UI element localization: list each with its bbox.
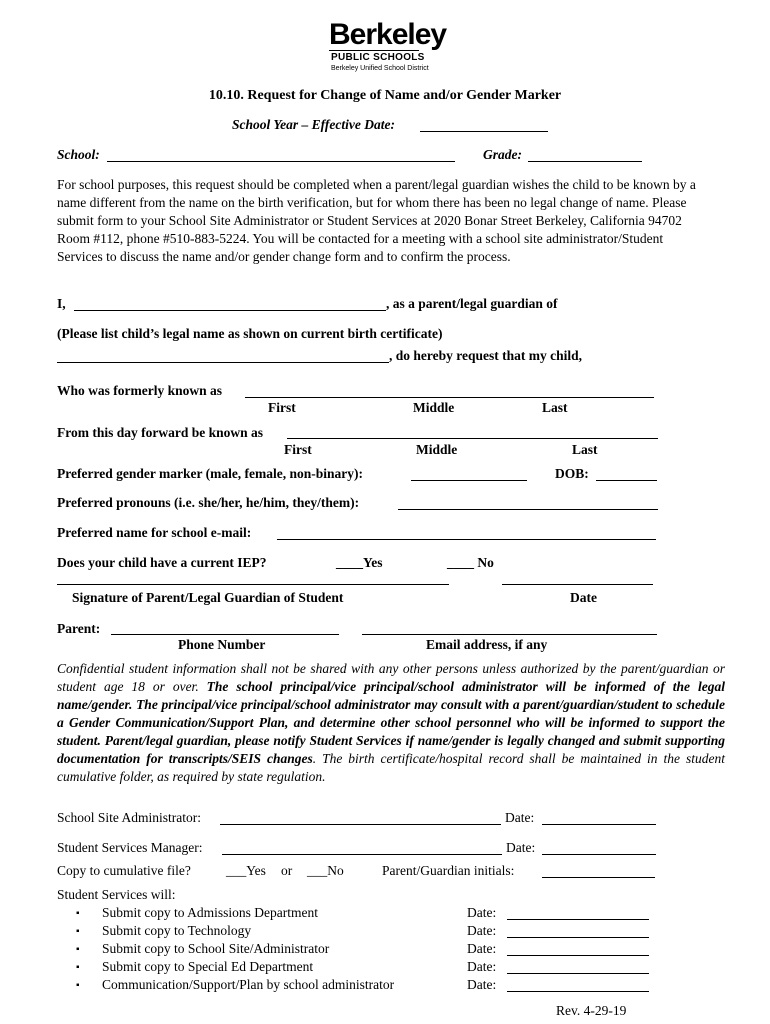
forward-known-field[interactable]: [287, 438, 658, 439]
bullet-icon: ▪: [76, 962, 80, 973]
logo-district: Berkeley Unified School District: [331, 65, 429, 72]
copy-yes-option[interactable]: ___Yes: [226, 863, 266, 878]
logo-rule: [329, 50, 419, 51]
parent-label: Parent:: [57, 621, 101, 636]
services-item-date-field[interactable]: [507, 991, 649, 992]
guardian-name-field[interactable]: [74, 310, 386, 311]
email-name-label: Preferred name for school e-mail:: [57, 525, 252, 540]
parent-initials-label: Parent/Guardian initials:: [382, 863, 515, 878]
phone-number-label: Phone Number: [178, 637, 266, 652]
school-field[interactable]: [107, 161, 455, 162]
school-year-field[interactable]: [420, 131, 548, 132]
confidential-bold: The school principal/vice principal/school administrator will be informed of the legal name/gender. The principal/vice principal/school administrator may consult with a parent/guardian/student to schedule a Gender Communication/Support Plan, and determine other school personnel who will be informed to support the student. Parent/legal guardian, please notify Student Services if name/gender is legally changed and submit supporting documentation for transcripts/SEIS changes: [57, 679, 725, 766]
formerly-known-label: Who was formerly known as: [57, 383, 223, 398]
bullet-icon: ▪: [76, 926, 80, 937]
intro-paragraph: For school purposes, this request should be completed when a parent/legal guardian wishes the child to be known by a name different from the name on the birth verification, but for whom there has been no legal change of name. Please submit form to your School Site Administrator or Student Services at 2020 Bonar Street Berkeley, California 94702 Room #112, phone #510-883-5224. You will be contacted for a meeting with a school site administrator/Student Services to discuss the name and/or gender change form and to confirm the process.: [57, 177, 696, 264]
student-services-heading: Student Services will:: [57, 887, 176, 902]
logo-title: Berkeley: [329, 18, 447, 51]
signature-field[interactable]: [57, 584, 449, 585]
formerly-last-label: Last: [542, 400, 568, 415]
iep-question: Does your child have a current IEP?: [57, 555, 267, 570]
services-manager-label: Student Services Manager:: [57, 840, 203, 855]
revision-date: Rev. 4-29-19: [556, 1003, 627, 1018]
iep-yes-option[interactable]: ____Yes: [336, 555, 383, 570]
gender-marker-field[interactable]: [411, 480, 527, 481]
forward-first-label: First: [284, 442, 312, 457]
copy-cumulative-label: Copy to cumulative file?: [57, 863, 191, 878]
bullet-icon: ▪: [76, 908, 80, 919]
services-item-date-field[interactable]: [507, 955, 649, 956]
pronouns-field[interactable]: [398, 509, 658, 510]
bullet-icon: ▪: [76, 980, 80, 991]
services-item-date-field[interactable]: [507, 973, 649, 974]
district-logo: [329, 20, 459, 75]
page-title: 10.10. Request for Change of Name and/or Gender Marker: [208, 88, 562, 103]
copy-no-option[interactable]: ___No: [307, 863, 344, 878]
bullet-icon: ▪: [76, 944, 80, 955]
parent-phone-field[interactable]: [111, 634, 339, 635]
signature-date-field[interactable]: [502, 584, 653, 585]
formerly-middle-label: Middle: [413, 400, 455, 415]
grade-field[interactable]: [528, 161, 642, 162]
services-item-date-field[interactable]: [507, 919, 649, 920]
grade-label: Grade:: [483, 147, 522, 162]
services-manager-date-field[interactable]: [542, 854, 656, 855]
iep-no-option[interactable]: ____ No: [447, 555, 494, 570]
services-item-label: Submit copy to Special Ed Department: [102, 959, 314, 974]
site-admin-date-field[interactable]: [542, 824, 656, 825]
services-item-date-label: Date:: [467, 923, 497, 938]
formerly-known-field[interactable]: [245, 397, 654, 398]
email-address-label: Email address, if any: [426, 637, 548, 652]
forward-known-label: From this day forward be known as: [57, 425, 264, 440]
formerly-first-label: First: [268, 400, 296, 415]
email-name-field[interactable]: [277, 539, 656, 540]
gender-marker-label: Preferred gender marker (male, female, non-binary):: [57, 466, 364, 481]
signature-label: Signature of Parent/Legal Guardian of Student: [72, 590, 344, 605]
services-item-date-label: Date:: [467, 959, 497, 974]
pronouns-label: Preferred pronouns (i.e. she/her, he/him, they/them):: [57, 495, 360, 510]
confidential-end: . The birth certificate/hospital record shall be maintained in the student cumulative folder, as required by state regulation.: [57, 751, 725, 784]
site-admin-date-label: Date:: [505, 810, 535, 825]
child-legal-name-field[interactable]: [57, 362, 389, 363]
parent-initials-field[interactable]: [542, 877, 655, 878]
services-item-label: Communication/Support/Plan by school administrator: [102, 977, 395, 992]
site-admin-label: School Site Administrator:: [57, 810, 201, 825]
dob-field[interactable]: [596, 480, 657, 481]
school-label: School:: [57, 147, 100, 162]
confidential-intro: Confidential student information shall not be shared with any other persons unless authorized by the parent/guardian or student age 18 or over.: [57, 661, 725, 694]
signature-date-label: Date: [570, 590, 597, 605]
services-item-date-label: Date:: [467, 977, 497, 992]
confidentiality-notice: [57, 660, 725, 786]
services-item-label: Submit copy to Technology: [102, 923, 252, 938]
services-item-date-field[interactable]: [507, 937, 649, 938]
i-label: I,: [57, 296, 66, 311]
services-manager-field[interactable]: [222, 854, 502, 855]
services-item-date-label: Date:: [467, 905, 497, 920]
site-admin-field[interactable]: [220, 824, 501, 825]
child-name-instructions: (Please list child’s legal name as shown on current birth certificate): [57, 326, 443, 341]
forward-last-label: Last: [572, 442, 598, 457]
services-item-date-label: Date:: [467, 941, 497, 956]
services-item-label: Submit copy to Admissions Department: [102, 905, 318, 920]
request-text: , do hereby request that my child,: [389, 348, 583, 363]
logo-subtitle: PUBLIC SCHOOLS: [331, 52, 425, 63]
forward-middle-label: Middle: [416, 442, 458, 457]
services-manager-date-label: Date:: [506, 840, 536, 855]
copy-or-text: or: [281, 863, 293, 878]
dob-label: DOB:: [555, 466, 589, 481]
services-item-label: Submit copy to School Site/Administrator: [102, 941, 330, 956]
school-year-label: School Year – Effective Date:: [232, 117, 395, 132]
as-parent-text: , as a parent/legal guardian of: [386, 296, 558, 311]
parent-email-field[interactable]: [362, 634, 657, 635]
